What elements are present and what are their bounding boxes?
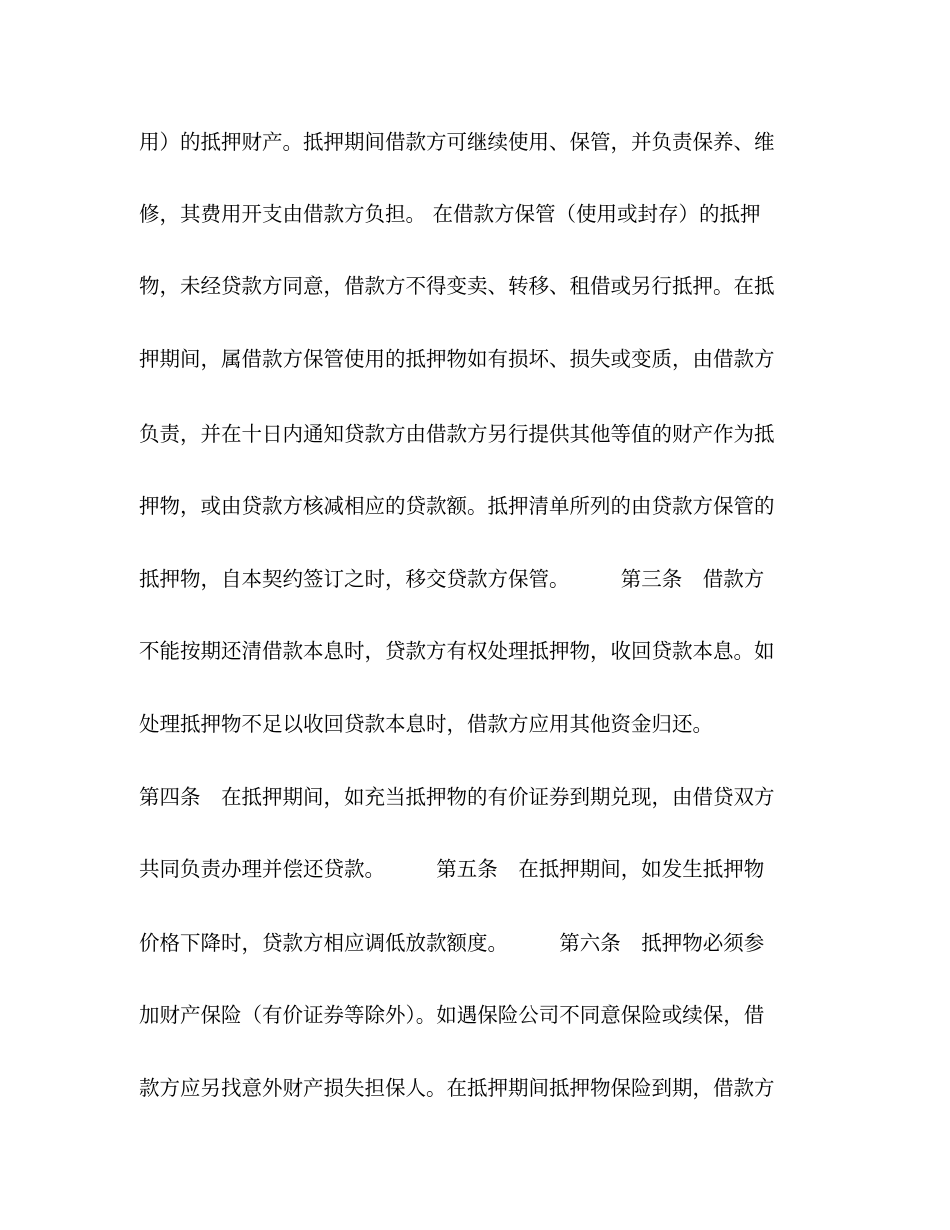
text-line: 第四条 在抵押期间，如充当抵押物的有价证券到期兑现，由借贷双方 [139, 785, 775, 809]
text-line: 价格下降时，贷款方相应调低放款额度。 第六条 抵押物必须参 [139, 931, 765, 955]
text-line: 修，其费用开支由借款方负担。 在借款方保管（使用或封存）的抵押 [139, 202, 761, 226]
text-line: 不能按期还清借款本息时，贷款方有权处理抵押物，收回贷款本息。如 [139, 639, 775, 663]
text-line: 负责，并在十日内通知贷款方由借款方另行提供其他等值的财产作为抵 [139, 422, 775, 446]
text-line: 押期间，属借款方保管使用的抵押物如有损坏、损失或变质，由借款方 [139, 347, 775, 371]
text-line: 加财产保险（有价证券等除外）。如遇保险公司不同意保险或续保，借 [139, 1003, 765, 1027]
text-line: 押物，或由贷款方核减相应的贷款额。抵押清单所列的由贷款方保管的 [139, 494, 775, 518]
text-line: 物，未经贷款方同意，借款方不得变卖、转移、租借或另行抵押。在抵 [139, 274, 775, 298]
text-line: 共同负责办理并偿还贷款。 第五条 在抵押期间，如发生抵押物 [139, 857, 765, 881]
text-line: 抵押物，自本契约签订之时，移交贷款方保管。 第三条 借款方 [139, 567, 765, 591]
text-line: 处理抵押物不足以收回贷款本息时，借款方应用其他资金归还。 [139, 712, 713, 736]
text-line: 用）的抵押财产。抵押期间借款方可继续使用、保管，并负责保养、维 [139, 130, 775, 154]
text-line: 款方应另找意外财产损失担保人。在抵押期间抵押物保险到期，借款方 [139, 1076, 775, 1100]
